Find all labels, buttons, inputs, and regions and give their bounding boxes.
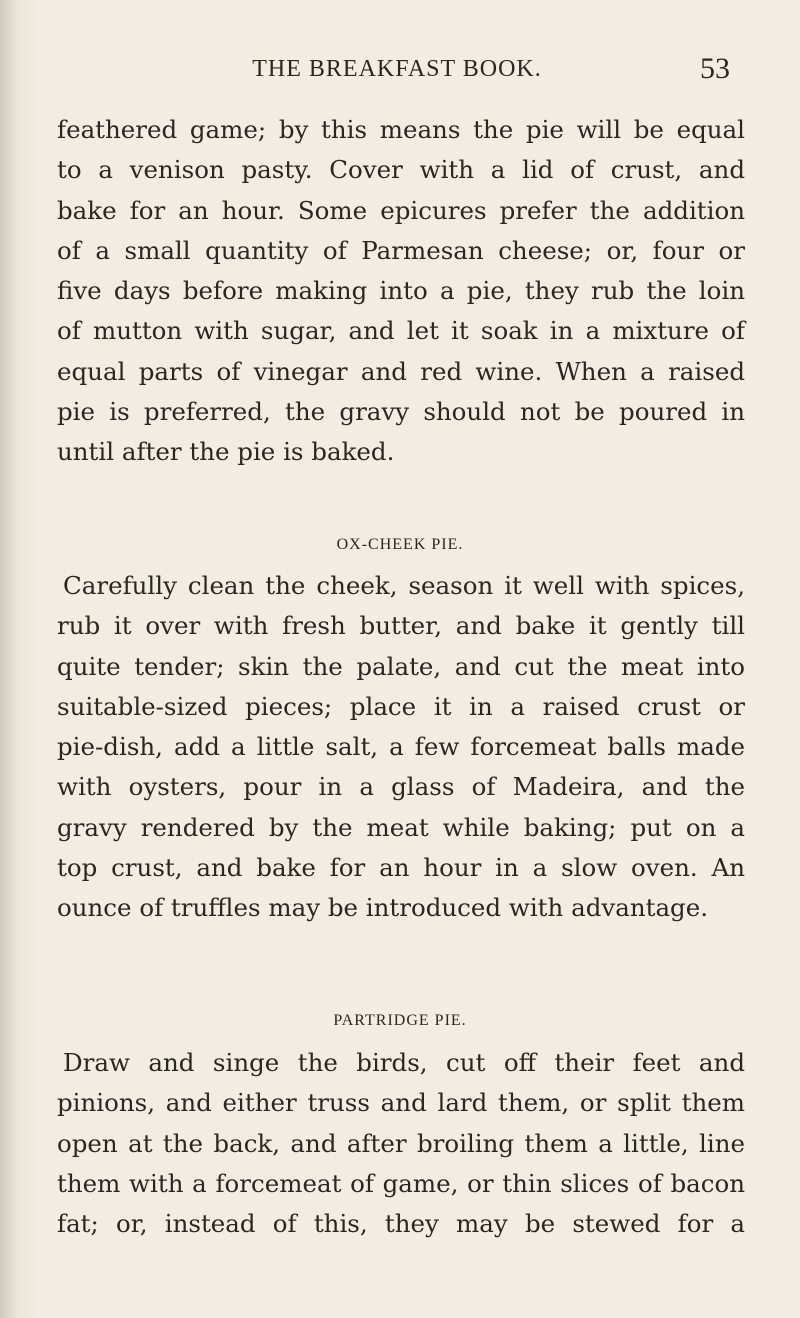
text-line: suitable-sized pieces; place it in a raised crust or <box>57 691 745 721</box>
text-line: to a venison pasty. Cover with a lid of crust, and <box>57 155 745 185</box>
text-line: rub it over with fresh butter, and bake it gently till <box>57 611 745 641</box>
paragraph-partridge-pie <box>57 1043 745 1244</box>
recipe-heading-partridge-pie: PARTRIDGE PIE. <box>333 1012 467 1029</box>
text-line: them with a forcemeat of game, or thin slices of bacon <box>57 1168 745 1198</box>
text-line: gravy rendered by the meat while baking; put on a <box>57 812 745 842</box>
text-line: until after the pie is baked. <box>57 437 395 467</box>
text-line: pie is preferred, the gravy should not be poured in <box>57 397 745 427</box>
paragraph-ox-cheek-pie <box>57 566 745 929</box>
text-line: fat; or, instead of this, they may be stewed for a <box>57 1209 745 1239</box>
text-line: of mutton with sugar, and let it soak in a mixture of <box>57 316 745 346</box>
text-line: bake for an hour. Some epicures prefer the addition <box>57 195 745 225</box>
text-line: five days before making into a pie, they rub the loin <box>57 276 745 306</box>
text-line: top crust, and bake for an hour in a slow oven. An <box>57 853 745 883</box>
text-line: pie-dish, add a little salt, a few forcemeat balls made <box>57 732 745 762</box>
text-line: with oysters, pour in a glass of Madeira, and the <box>57 772 745 802</box>
text-line: pinions, and either truss and lard them, or split them <box>57 1088 745 1118</box>
text-line: open at the back, and after broiling them a little, line <box>57 1128 745 1158</box>
running-header <box>0 52 800 96</box>
text-line: Carefully clean the cheek, season it well with spices, <box>63 571 745 600</box>
text-line: equal parts of vinegar and red wine. When a raised <box>57 356 745 386</box>
text-line: quite tender; skin the palate, and cut the meat into <box>57 651 745 681</box>
text-line: feathered game; by this means the pie will be equal <box>57 115 745 144</box>
text-line: Draw and singe the birds, cut off their feet and <box>63 1048 745 1077</box>
paragraph-continuation <box>57 110 745 473</box>
recipe-heading-ox-cheek-pie: OX-CHEEK PIE. <box>336 536 464 553</box>
page-number: 53 <box>700 52 730 85</box>
running-title: THE BREAKFAST BOOK. <box>252 56 542 82</box>
text-line: ounce of truffles may be introduced with advantage. <box>57 893 709 923</box>
text-line: of a small quantity of Parmesan cheese; or, four or <box>57 235 745 265</box>
